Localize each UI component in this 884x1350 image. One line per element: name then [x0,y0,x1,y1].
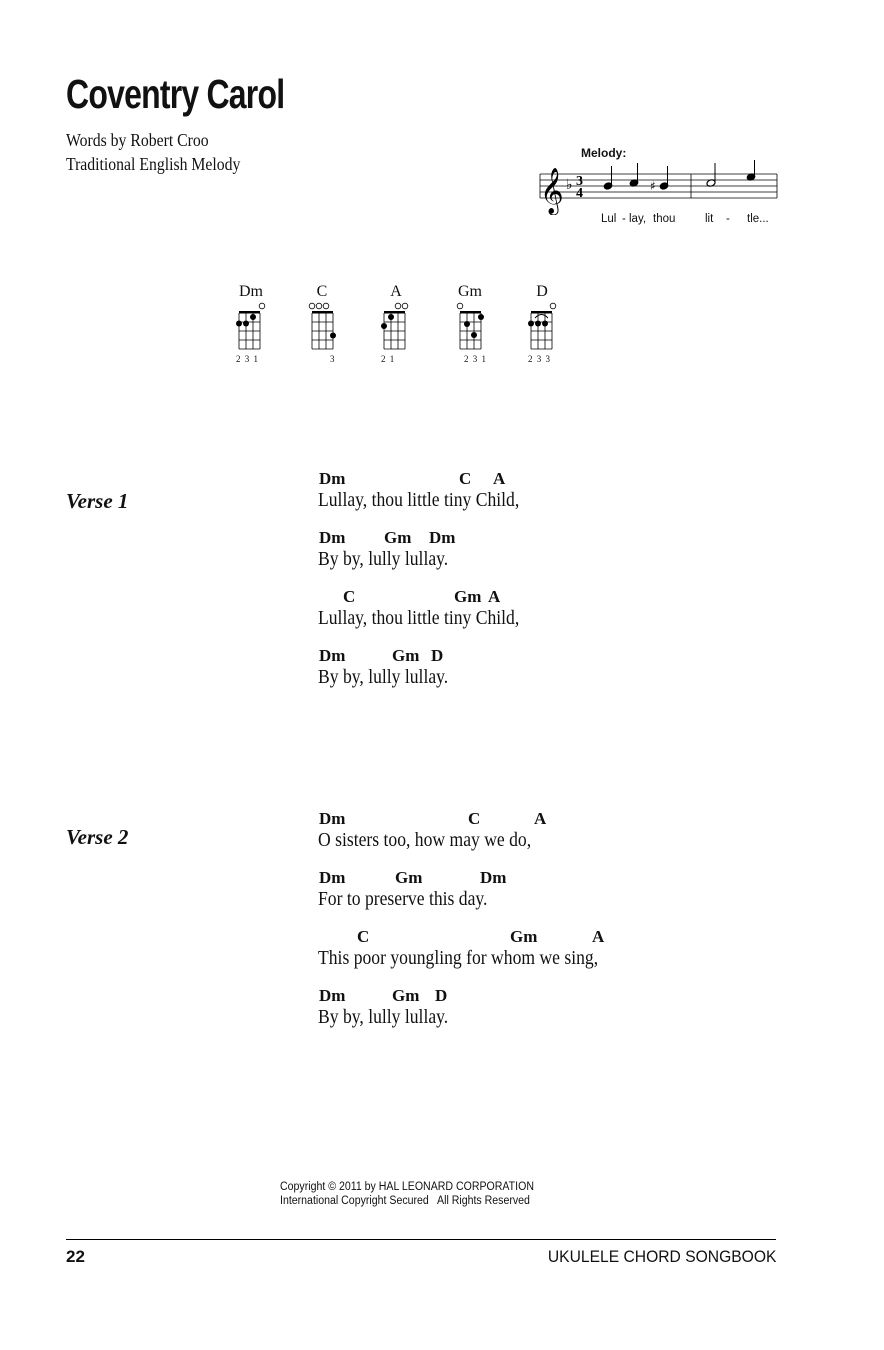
melody-lyric: thou [653,213,676,225]
chord-fingering: 2 1 [381,354,396,364]
chord-symbol: Dm [319,469,346,488]
footer-divider [66,1239,776,1240]
chord-fingering: 3 [330,354,336,364]
flat-icon: ♭ [566,177,573,193]
chord-line [318,529,738,549]
copyright-line: Copyright © 2011 by HAL LEONARD CORPORATION [280,1181,534,1193]
chord-fingering: 2 3 3 [528,354,551,364]
melody-lyric: - [726,213,730,225]
chord-line [318,869,738,889]
chord-symbol: Dm [319,646,346,665]
chord-line [318,470,738,490]
chord-symbol: A [493,469,506,488]
chord-symbol: Gm [392,986,420,1005]
chord-symbol: C [468,809,481,828]
lyric-line [318,810,738,856]
chord-symbol: A [488,587,501,606]
svg-text:3: 3 [576,174,583,189]
chord-line [318,588,738,608]
lyric-text: By by, lully lullay. [318,1006,449,1028]
chord-symbol: Gm [392,646,420,665]
chord-diagram-a [366,284,426,374]
chord-symbol: D [435,986,448,1005]
melody-lyric: - [622,213,626,225]
lyric-line [318,647,738,693]
chord-symbol: Gm [395,868,423,887]
chord-diagram-name: C [316,283,328,300]
chord-symbol: Dm [429,528,456,547]
chord-symbol: Gm [454,587,482,606]
chord-symbol: Gm [510,927,538,946]
lyricist-credit: Words by Robert Croo [66,130,209,150]
lyric-line [318,470,738,516]
lyric-line [318,987,738,1033]
chord-grid [292,300,352,370]
book-title: UKULELE CHORD SONGBOOK [547,1247,776,1266]
chord-symbol: C [459,469,472,488]
lyric-line [318,529,738,575]
svg-text:♯: ♯ [650,179,656,193]
lyric-line [318,588,738,634]
lyric-text: O sisters too, how may we do, [318,829,532,851]
chord-diagram-name: D [536,283,548,300]
chord-symbol: Dm [480,868,507,887]
chord-fingering: 2 3 1 [236,354,259,364]
chord-line [318,647,738,667]
chord-line [318,987,738,1007]
melody-lyric: lit [705,213,714,225]
chord-diagram-name: Dm [239,283,263,300]
chord-grid [366,300,426,370]
lyric-text: By by, lully lullay. [318,548,449,570]
chord-line [318,810,738,830]
chord-diagram-dm [221,284,281,374]
chord-symbol: Gm [384,528,412,547]
chord-symbol: Dm [319,868,346,887]
chord-diagram-d [512,284,572,374]
melody-label: Melody: [581,146,627,160]
melody-notes [603,160,756,193]
lyric-text: This poor youngling for whom we sing, [318,947,599,969]
lyric-line [318,928,738,974]
chord-diagram-name: Gm [458,283,482,300]
lyric-text: Lullay, thou little tiny Child, [318,607,520,629]
section-label-verse-2: Verse 2 [66,825,129,849]
lyric-line [318,869,738,915]
melody-lyric: lay, [629,213,647,225]
melody-staff [536,160,781,215]
melody-lyric: tle... [747,213,769,225]
chord-fingering: 2 3 1 [464,354,487,364]
chord-symbol: A [592,927,605,946]
chord-diagram-gm [440,284,500,374]
chord-symbol: Dm [319,986,346,1005]
song-title: Coventry Carol [66,71,285,117]
rights-line: International Copyright Secured All Rights Reserved [280,1195,530,1207]
chord-symbol: C [357,927,370,946]
chord-symbol: A [534,809,547,828]
chord-symbol: D [431,646,444,665]
lyric-text: Lullay, thou little tiny Child, [318,489,520,511]
svg-text:4: 4 [576,186,583,201]
chord-diagram-c [292,284,352,374]
chord-symbol: Dm [319,809,346,828]
section-label-verse-1: Verse 1 [66,489,129,513]
treble-clef-icon: 𝄞 [540,168,564,214]
page-number: 22 [66,1247,85,1266]
chord-line [318,928,738,948]
lyric-text: For to preserve this day. [318,888,488,910]
lyric-text: By by, lully lullay. [318,666,449,688]
chord-symbol: C [343,587,356,606]
melody-lyric: Lul [601,213,617,225]
composer-credit: Traditional English Melody [66,154,241,174]
chord-symbol: Dm [319,528,346,547]
chord-diagram-name: A [390,283,402,300]
